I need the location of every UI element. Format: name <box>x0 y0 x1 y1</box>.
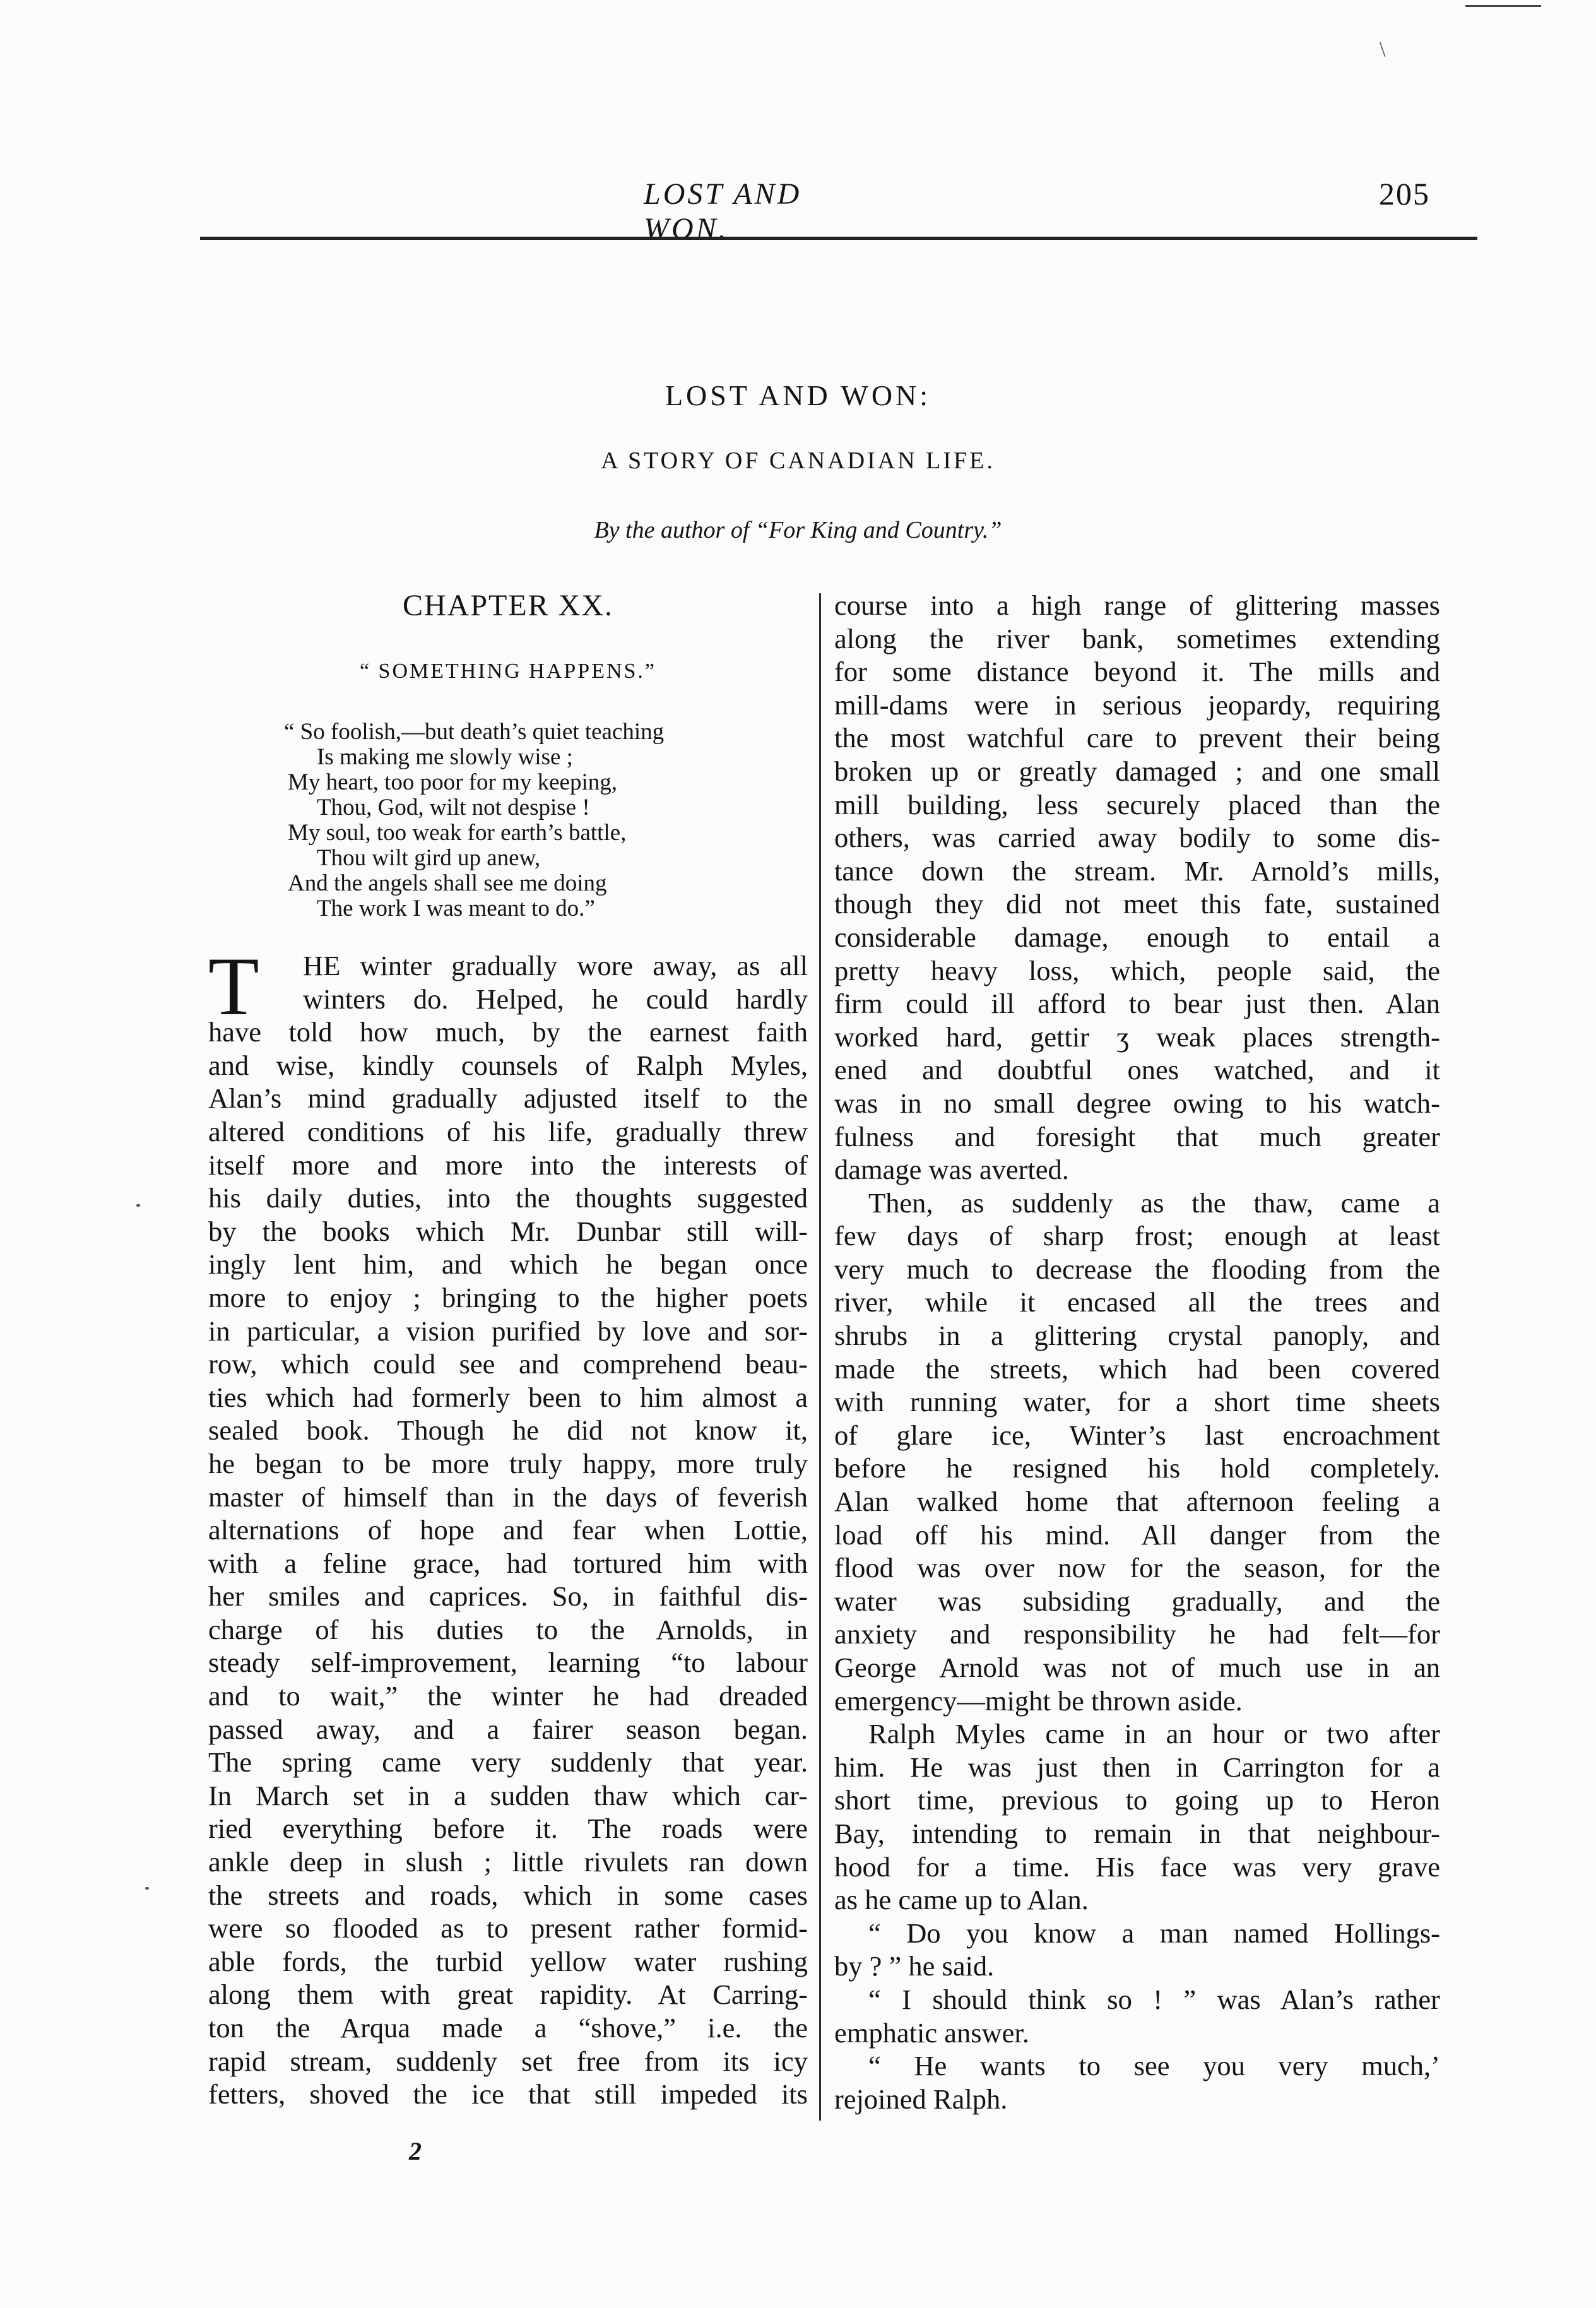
body-paragraph <box>834 589 1440 1187</box>
stray-mark: \ <box>1380 38 1386 61</box>
text-line: mill-dams were in serious jeopardy, requiring <box>834 689 1440 721</box>
text-line: steady self-improvement, learning “to labour <box>208 1647 808 1679</box>
text-line: his daily duties, into the thoughts suggested <box>208 1182 808 1214</box>
text-line: In March set in a sudden thaw which car- <box>208 1779 808 1811</box>
text-line: him. He was just then in Carrington for a <box>834 1751 1440 1783</box>
text-line: ton the Arqua made a “shove,” i.e. the <box>208 2012 808 2044</box>
text-line: ties which had formerly been to him almost a <box>208 1381 808 1413</box>
text-line: worked hard, gettir ʒ weak places strength- <box>834 1021 1440 1053</box>
text-line: were so flooded as to present rather formid- <box>208 1912 808 1944</box>
text-line: load off his mind. All danger from the <box>834 1518 1440 1551</box>
text-line: George Arnold was not of much use in an <box>834 1652 1440 1683</box>
text-line: water was subsiding gradually, and the <box>834 1585 1440 1617</box>
text-line: broken up or greatly damaged ; and one small <box>834 755 1440 787</box>
text-line: HE winter gradually wore away, as all <box>303 950 808 981</box>
text-line: though they did not meet this fate, sustained <box>834 888 1440 920</box>
body-paragraph <box>834 2049 1440 2116</box>
text-line: and wise, kindly counsels of Ralph Myles, <box>208 1049 808 1081</box>
text-line: by ? ” he said. <box>834 1950 995 1982</box>
epigraph-line: The work I was meant to do.” <box>317 896 595 921</box>
text-line: very much to decrease the flooding from the <box>834 1253 1440 1285</box>
epigraph-line: My heart, too poor for my keeping, <box>288 769 617 795</box>
text-line: “ I should think so ! ” was Alan’s rather <box>868 1983 1440 2015</box>
text-line: Alan’s mind gradually adjusted itself to the <box>208 1082 808 1115</box>
chapter-heading: CHAPTER XX. <box>402 589 614 622</box>
body-paragraph <box>834 1187 1440 1718</box>
text-line: as he came up to Alan. <box>834 1884 1089 1916</box>
left-column <box>208 587 808 2111</box>
epigraph <box>284 719 808 921</box>
margin-speck <box>145 1887 149 1890</box>
text-line: charge of his duties to the Arnolds, in <box>208 1613 808 1645</box>
text-line: in particular, a vision purified by love and sor- <box>208 1315 808 1347</box>
text-line: sealed book. Though he did not know it, <box>208 1414 808 1447</box>
column-divider <box>819 593 821 2121</box>
byline: By the author of “For King and Country.” <box>594 517 1002 543</box>
text-line: master of himself than in the days of feverish <box>208 1481 808 1513</box>
text-line: rapid stream, suddenly set free from its icy <box>208 2045 808 2077</box>
text-line: rejoined Ralph. <box>834 2083 1008 2115</box>
text-line: with running water, for a short time sheets <box>834 1386 1440 1418</box>
epigraph-line: Thou wilt gird up anew, <box>317 845 541 871</box>
text-line: made the streets, which had been covered <box>834 1352 1440 1385</box>
right-column <box>834 589 1440 2116</box>
text-line: along the river bank, sometimes extending <box>834 622 1440 654</box>
text-line: “ Do you know a man named Hollings- <box>868 1917 1440 1949</box>
text-line: before he resigned his hold completely. <box>834 1452 1440 1484</box>
text-line: river, while it encased all the trees and <box>834 1286 1440 1318</box>
text-line: short time, previous to going up to Heron <box>834 1784 1440 1816</box>
text-line: “ He wants to see you very much,’ <box>868 2050 1440 2082</box>
text-line: alternations of hope and fear when Lottie, <box>208 1514 808 1546</box>
drop-cap: T <box>208 940 259 1033</box>
text-line: ingly lent him, and which he began once <box>208 1248 808 1281</box>
text-line: for some distance beyond it. The mills and <box>834 656 1440 688</box>
text-line: others, was carried away bodily to some dis- <box>834 822 1440 854</box>
text-line: was in no small degree owing to his watch- <box>834 1087 1440 1119</box>
text-line: Then, as suddenly as the thaw, came a <box>868 1187 1440 1219</box>
text-line: course into a high range of glittering masses <box>834 589 1440 621</box>
epigraph-line: “ So foolish,—but death’s quiet teaching <box>284 719 665 745</box>
text-line: pretty heavy loss, which, people said, the <box>834 954 1440 986</box>
text-line: row, which could see and comprehend beau- <box>208 1348 808 1380</box>
text-line: the streets and roads, which in some cases <box>208 1879 808 1911</box>
chapter-subtitle: “ SOMETHING HAPPENS.” <box>359 660 657 683</box>
epigraph-line: My soul, too weak for earth’s battle, <box>288 820 627 846</box>
header-rule <box>200 237 1477 240</box>
text-line: considerable damage, enough to entail a <box>834 921 1440 953</box>
page-number: 205 <box>1379 176 1430 211</box>
margin-speck <box>136 1204 140 1207</box>
signature-mark: 2 <box>409 2137 422 2165</box>
body-paragraph <box>208 940 808 2111</box>
text-line: fetters, shoved the ice that still impeded its <box>208 2078 808 2110</box>
body-paragraph <box>834 1983 1440 2049</box>
text-line: the most watchful care to prevent their being <box>834 722 1440 754</box>
text-line: ried everything before it. The roads were <box>208 1813 808 1845</box>
text-line: by the books which Mr. Dunbar still will- <box>208 1215 808 1247</box>
text-line: with a feline grace, had tortured him with <box>208 1547 808 1579</box>
text-line: Alan walked home that afternoon feeling a <box>834 1486 1440 1518</box>
text-line: her smiles and caprices. So, in faithful dis- <box>208 1580 808 1613</box>
epigraph-line: Thou, God, wilt not despise ! <box>317 795 590 820</box>
body-paragraph <box>834 1717 1440 1917</box>
text-line: along them with great rapidity. At Carring- <box>208 1979 808 2011</box>
text-line: of glare ice, Winter’s last encroachment <box>834 1419 1440 1451</box>
body-paragraph <box>834 1917 1440 1983</box>
text-line: mill building, less securely placed than the <box>834 788 1440 820</box>
text-line: tance down the stream. Mr. Arnold’s mills, <box>834 855 1440 887</box>
epigraph-line: Is making me slowly wise ; <box>317 744 573 770</box>
running-head-title: LOST AND WON. <box>644 177 802 246</box>
text-line: itself more and more into the interests of <box>208 1149 808 1181</box>
text-line: passed away, and a fairer season began. <box>208 1713 808 1745</box>
text-line: anxiety and responsibility he had felt—for <box>834 1618 1440 1650</box>
story-subtitle: A STORY OF CANADIAN LIFE. <box>601 447 995 474</box>
text-line: he began to be more truly happy, more truly <box>208 1447 808 1479</box>
text-line: able fords, the turbid yellow water rushing <box>208 1945 808 1977</box>
text-line: few days of sharp frost; enough at least <box>834 1220 1440 1252</box>
corner-rule <box>1465 5 1541 7</box>
text-line: shrubs in a glittering crystal panoply, and <box>834 1320 1440 1352</box>
text-line: ened and doubtful ones watched, and it <box>834 1054 1440 1086</box>
text-line: emergency—might be thrown aside. <box>834 1684 1243 1717</box>
text-line: altered conditions of his life, gradually threw <box>208 1115 808 1147</box>
text-line: hood for a time. His face was very grave <box>834 1850 1440 1883</box>
text-line: damage was averted. <box>834 1154 1069 1186</box>
text-line: have told how much, by the earnest faith <box>208 1016 808 1048</box>
text-line: winters do. Helped, he could hardly <box>303 983 808 1015</box>
text-line: fulness and foresight that much greater <box>834 1120 1440 1152</box>
text-line: more to enjoy ; bringing to the higher poets <box>208 1281 808 1313</box>
story-title: LOST AND WON: <box>665 379 931 411</box>
text-line: The spring came very suddenly that year. <box>208 1746 808 1778</box>
text-line: Ralph Myles came in an hour or two after <box>868 1718 1440 1750</box>
text-line: emphatic answer. <box>834 2016 1029 2049</box>
epigraph-line: And the angels shall see me doing <box>288 870 607 896</box>
text-line: and to wait,” the winter he had dreaded <box>208 1680 808 1712</box>
text-line: flood was over now for the season, for the <box>834 1552 1440 1584</box>
text-line: firm could ill afford to bear just then. Alan <box>834 988 1440 1020</box>
text-line: ankle deep in slush ; little rivulets ran down <box>208 1846 808 1878</box>
text-line: Bay, intending to remain in that neighbour- <box>834 1817 1440 1849</box>
